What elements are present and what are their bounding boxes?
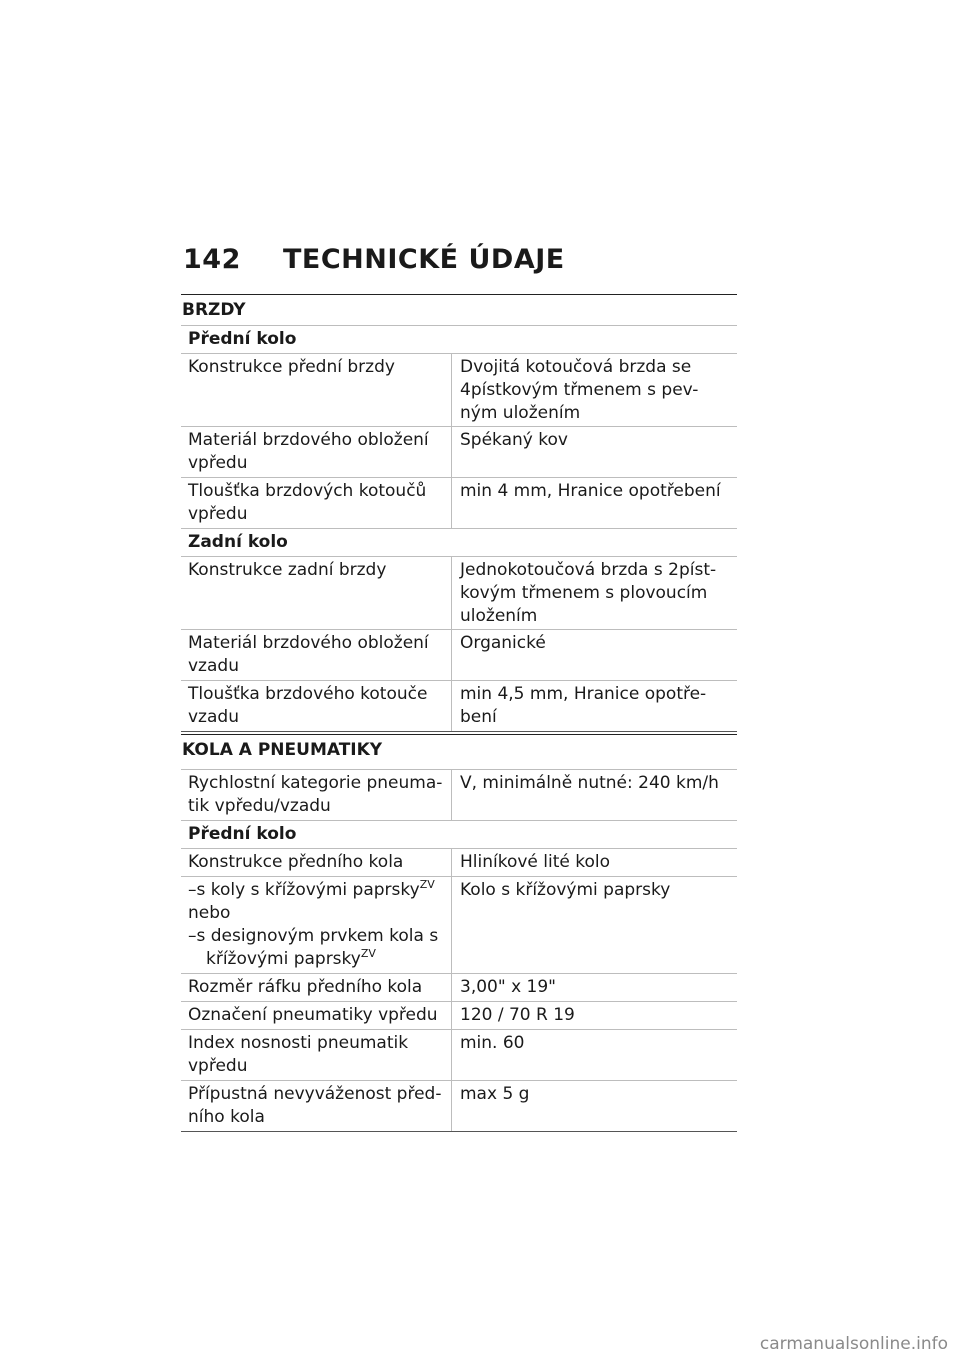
table-row bbox=[181, 770, 737, 821]
option-marker: ZV bbox=[419, 878, 435, 891]
row-value: min 4 mm, Hranice opotřebení bbox=[451, 478, 737, 528]
table-row bbox=[181, 557, 737, 630]
row-key: Tloušťka brzdových kotoučů vpředu bbox=[188, 481, 427, 524]
row-key: Přípustná nevyváženost před-ního kola bbox=[188, 1084, 442, 1127]
table-row bbox=[181, 1002, 737, 1030]
page-title: TECHNICKÉ ÚDAJE bbox=[283, 244, 565, 275]
row-key: Rozměr ráfku předního kola bbox=[188, 977, 423, 997]
row-value: 120 / 70 R 19 bbox=[451, 1002, 737, 1029]
table-row bbox=[181, 478, 737, 529]
row-key: Rychlostní kategorie pneuma-tik vpředu/vzadu bbox=[188, 773, 443, 816]
row-value: Hliníkové lité kolo bbox=[451, 849, 737, 876]
row-value: V, minimálně nutné: 240 km/h bbox=[451, 770, 737, 820]
table-row bbox=[181, 877, 737, 974]
spoke-option-1: –s koly s křížovými paprsky bbox=[188, 880, 420, 900]
row-key: Materiál brzdového obložení vpředu bbox=[188, 430, 429, 473]
row-key: Index nosnosti pneumatik vpředu bbox=[188, 1033, 409, 1076]
row-value: min. 60 bbox=[451, 1030, 737, 1080]
brakes-table bbox=[181, 325, 737, 732]
row-value: Dvojitá kotoučová brzda se 4pístkovým třmenem s pev-ným uložením bbox=[451, 354, 737, 426]
option-marker: ZV bbox=[360, 947, 376, 960]
row-key: Konstrukce přední brzdy bbox=[188, 357, 395, 377]
row-value: Spékaný kov bbox=[451, 427, 737, 477]
spoke-option-2-cont: křížovými paprsky bbox=[206, 949, 361, 969]
table-row bbox=[181, 1030, 737, 1081]
table-row bbox=[181, 974, 737, 1002]
wheels-section bbox=[181, 734, 737, 1132]
watermark: carmanualsonline.info bbox=[759, 1334, 948, 1354]
row-key: Konstrukce předního kola bbox=[188, 852, 404, 872]
row-key: Konstrukce zadní brzdy bbox=[188, 560, 387, 580]
wheels-title: KOLA A PNEUMATIKY bbox=[182, 740, 383, 760]
row-value: max 5 g bbox=[451, 1081, 737, 1131]
row-key: Označení pneumatiky vpředu bbox=[188, 1005, 438, 1025]
front-wheel-heading: Přední kolo bbox=[181, 821, 737, 849]
table-row bbox=[181, 681, 737, 732]
front-wheel-heading: Přední kolo bbox=[181, 326, 737, 354]
wheels-table bbox=[181, 769, 737, 1132]
row-key: Tloušťka brzdového kotouče vzadu bbox=[188, 684, 428, 727]
row-value: min 4,5 mm, Hranice opotře-bení bbox=[451, 681, 737, 731]
brakes-section bbox=[181, 294, 737, 732]
row-value: Jednokotoučová brzda s 2píst-kovým třmenem s plovoucím uložením bbox=[451, 557, 737, 629]
table-row bbox=[181, 1081, 737, 1132]
page-number: 142 bbox=[183, 244, 241, 275]
rear-wheel-heading: Zadní kolo bbox=[181, 529, 737, 557]
or-text: nebo bbox=[188, 903, 231, 923]
table-row bbox=[181, 849, 737, 877]
row-key: Materiál brzdového obložení vzadu bbox=[188, 633, 429, 676]
page-header bbox=[183, 244, 565, 284]
row-value: Kolo s křížovými paprsky bbox=[451, 877, 737, 973]
spoke-option-2: –s designovým prvkem kola s bbox=[188, 926, 439, 946]
row-value: Organické bbox=[451, 630, 737, 680]
table-row bbox=[181, 354, 737, 427]
table-row bbox=[181, 427, 737, 478]
row-key bbox=[181, 877, 451, 973]
brakes-title: BRZDY bbox=[182, 300, 246, 320]
table-row bbox=[181, 630, 737, 681]
row-value: 3,00" x 19" bbox=[451, 974, 737, 1001]
